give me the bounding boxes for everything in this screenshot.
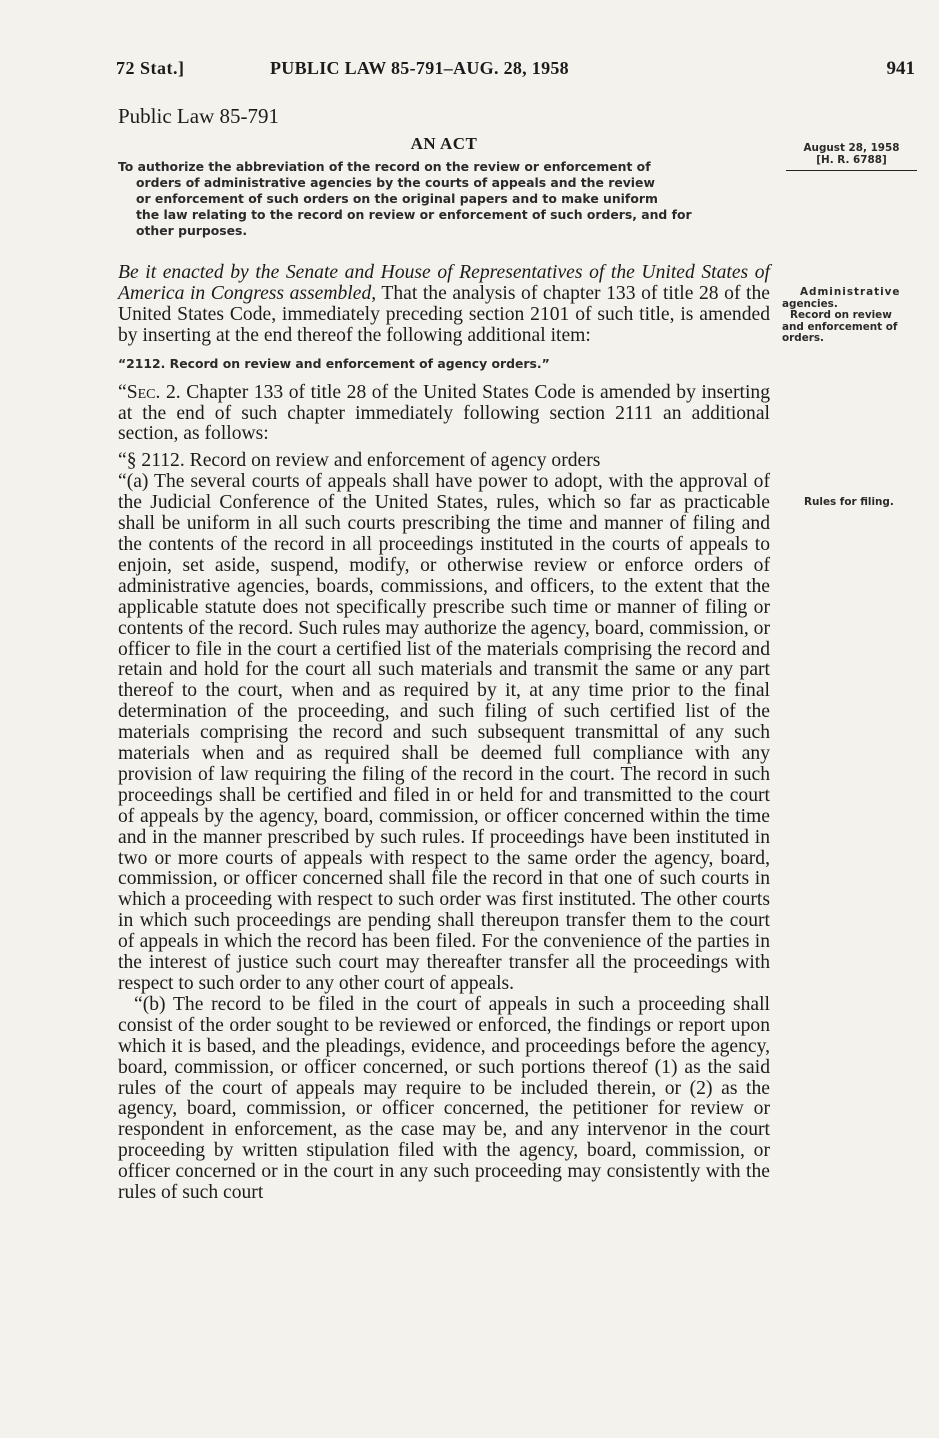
purpose-line: the law relating to the record on review or enforcement of such orders, and for bbox=[136, 207, 692, 222]
margin-line: Record on review bbox=[790, 309, 892, 321]
page-number: 941 bbox=[886, 58, 915, 79]
section-2 bbox=[118, 383, 770, 446]
law-title: Public Law 85-791 bbox=[118, 104, 279, 128]
statute-body bbox=[118, 263, 770, 1204]
enactment-date: August 28, 1958 bbox=[803, 142, 900, 154]
act-label: AN ACT bbox=[410, 134, 478, 153]
enacting-text: That the analysis of chapter 133 of title 28 of the United States Code, immediately preceding section 2101 of such title, is amended by inserting at the end thereof the following additional item: bbox=[118, 282, 770, 346]
inserted-item: “2112. Record on review and enforcement of agency orders.” bbox=[118, 355, 550, 371]
purpose-line: orders of administrative agencies by the courts of appeals and the review bbox=[136, 175, 655, 190]
section-heading: “§ 2112. Record on review and enforcement of agency orders bbox=[118, 450, 601, 472]
section-label: “Sec. bbox=[118, 381, 161, 403]
margin-line: Administrative bbox=[800, 286, 901, 298]
margin-note-rules: Rules for filing. bbox=[804, 496, 894, 508]
bill-number: [H. R. 6788] bbox=[816, 153, 887, 166]
margin-line: orders. bbox=[782, 332, 825, 344]
header-title: PUBLIC LAW 85-791–AUG. 28, 1958 bbox=[270, 58, 569, 78]
running-header bbox=[116, 58, 919, 82]
subsection-b: “(b) The record to be filed in the court of appeals in such a proceeding shall consist of the order sought to be reviewed or enforced, the findings or report upon which it is based, and the pleadings, evidence, and proceedings before the agency, board, commission, or officer concerned, or such portions thereof (1) as the said rules of the court of appeals may require to be included therein, or (2) as the agency, board, commission, or officer concerned, the petitioner for review or respondent in enforcement, as the case may be, and any intervenor in the court proceeding by written stipulation filed with the agency, board, commission, or officer concerned or in the court in any such proceeding may consistently with the rules of such court bbox=[118, 993, 770, 1204]
purpose-line: To authorize the abbreviation of the record on the review or enforcement of bbox=[118, 159, 651, 174]
enacting-formula: Be it enacted by the Senate and House of Representatives of the United States of America in Congress assembled, bbox=[118, 262, 770, 304]
act-purpose bbox=[118, 159, 770, 239]
subsection-a: “(a) The several courts of appeals shall have power to adopt, with the approval of the Judicial Conference of the United States, rules, which so far as practicable shall be uniform in all such courts prescribing the time and manner of filing and the contents of the record in all proceedings instituted in the courts of appeals to enjoin, set aside, suspend, modify, or otherwise review or enforce orders of administrative agencies, boards, commissions, and officers, to the extent that the applicable statute does not specifically prescribe such time or manner of filing or contents of the record. Such rules may authorize the agency, board, commission, or officer to file in the court a certified list of the materials comprising the record and retain and hold for the court all such materials and transmit the same or any part thereof to the court, when and as required by it, at any time prior to the final determination of the proceeding, and such filing of such certified list of the materials comprising the record and such subsequent transmittal of any such materials when and as required shall be deemed full compliance with any provision of law requiring the filing of the record in the court. The record in such proceedings shall be certified and filed in or held for and transmitted to the court of appeals by the agency, board, commission, or officer concerned within the time and in the manner prescribed by such rules. If proceedings have been instituted in two or more courts of appeals with respect to the same order the agency, board, commission, or officer concerned shall file the record in that one of such courts in which a proceeding with respect to such order was first instituted. The other courts in which such proceedings are pending shall thereupon transfer them to the court of appeals in which the record has been filed. For the convenience of the parties in the interest of justice such court may thereafter transfer all the proceedings with respect to such order to any other court of appeals. bbox=[118, 471, 770, 994]
purpose-line: other purposes. bbox=[136, 223, 248, 238]
margin-line: and enforcement of bbox=[782, 320, 898, 333]
margin-note-date bbox=[786, 143, 917, 171]
enacting-clause bbox=[118, 263, 770, 347]
margin-line: agencies. bbox=[782, 297, 838, 310]
statute-reference: 72 Stat.] bbox=[116, 58, 185, 78]
section-2-text: 2. Chapter 133 of title 28 of the United States Code is amended by inserting at the end of such chapter immediately following section 2111 an additional section, as follows: bbox=[118, 381, 770, 445]
margin-note-administrative bbox=[782, 287, 922, 345]
purpose-line: or enforcement of such orders on the original papers and to make uniform bbox=[136, 191, 658, 206]
